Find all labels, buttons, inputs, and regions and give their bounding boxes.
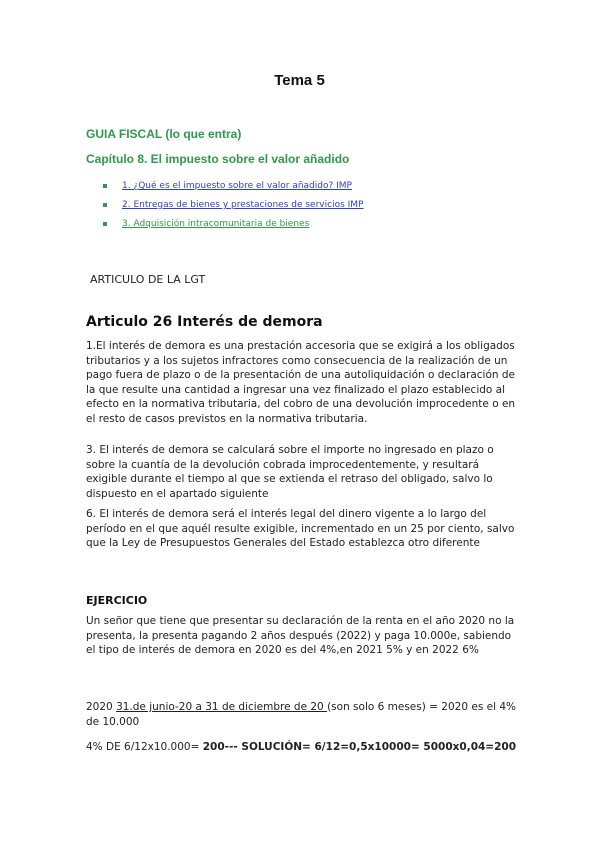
toc-item[interactable]	[100, 179, 363, 198]
bullet-icon	[103, 203, 107, 207]
toc-link-1[interactable]: 1. ¿Qué es el impuesto sobre el valor añadido? IMP	[122, 181, 352, 191]
exercise-statement: Un señor que tiene que presentar su declaración de la renta en el año 2020 no la presenta, la presenta pagando 2 años después (2022) y paga 10.000e, sabiendo el tipo de interés de demora en 2020 es del 4%,en 2021 5% y en 2022 6%	[86, 615, 515, 657]
section-label: ARTICULO DE LA LGT	[90, 273, 206, 286]
article-paragraph-6: 6. El interés de demora será el interés legal del dinero vigente a lo largo del período en el que aquél resulte exigible, incrementado en un 25 por ciento, salvo que la Ley de Presupuestos Generales del Estado establezca otro diferente	[86, 508, 515, 550]
calc-year: 2020	[86, 701, 117, 713]
exercise-calculation	[86, 700, 518, 729]
exercise-heading: EJERCICIO	[86, 594, 148, 607]
article-paragraph-1: 1.El interés de demora es una prestación accesoria que se exigirá a los obligados tributarios y a los sujetos infractores como consecuencia de la realización de un pago fuera de plazo o de la presentación de una autoliquidación o declaración de la que resulte una cantidad a ingresar una vez finalizado el plazo establecido al efecto en la normativa tributaria, del cobro de una devolución improcedente o en el resto de casos previstos en la normativa tributaria.	[86, 340, 516, 425]
table-of-contents	[100, 179, 363, 236]
formula-bold: 200--- SOLUCIÓN= 6/12=0,5x10000= 5000x0,04=200	[202, 741, 517, 753]
page-title: Tema 5	[274, 72, 325, 89]
chapter-heading: Capítulo 8. El impuesto sobre el valor añadido	[86, 152, 350, 166]
toc-item[interactable]	[100, 198, 363, 217]
formula-plain: 4% DE 6/12x10.000=	[86, 741, 203, 753]
calc-period: 31.de junio-20 a 31 de diciembre de 20	[116, 701, 328, 713]
bullet-icon	[103, 222, 107, 226]
exercise-solution	[86, 740, 518, 755]
bullet-icon	[103, 184, 107, 188]
toc-item[interactable]	[100, 217, 363, 236]
toc-link-3[interactable]: 3. Adquisición intracomunitaria de bienes	[122, 219, 310, 229]
guide-heading: GUIA FISCAL (lo que entra)	[86, 127, 242, 141]
calc-rest: (son solo 6 meses) = 2020 es el 4% de 10.000	[86, 701, 517, 728]
article-heading: Articulo 26 Interés de demora	[86, 314, 323, 330]
article-paragraph-3: 3. El interés de demora se calculará sobre el importe no ingresado en plazo o sobre la cuantía de la devolución cobrada improcedentemente, y resultará exigible durante el tiempo al que se extienda el retraso del obligado, salvo lo dispuesto en el apartado siguiente	[86, 444, 494, 500]
toc-link-2[interactable]: 2. Entregas de bienes y prestaciones de servicios IMP	[122, 200, 364, 210]
